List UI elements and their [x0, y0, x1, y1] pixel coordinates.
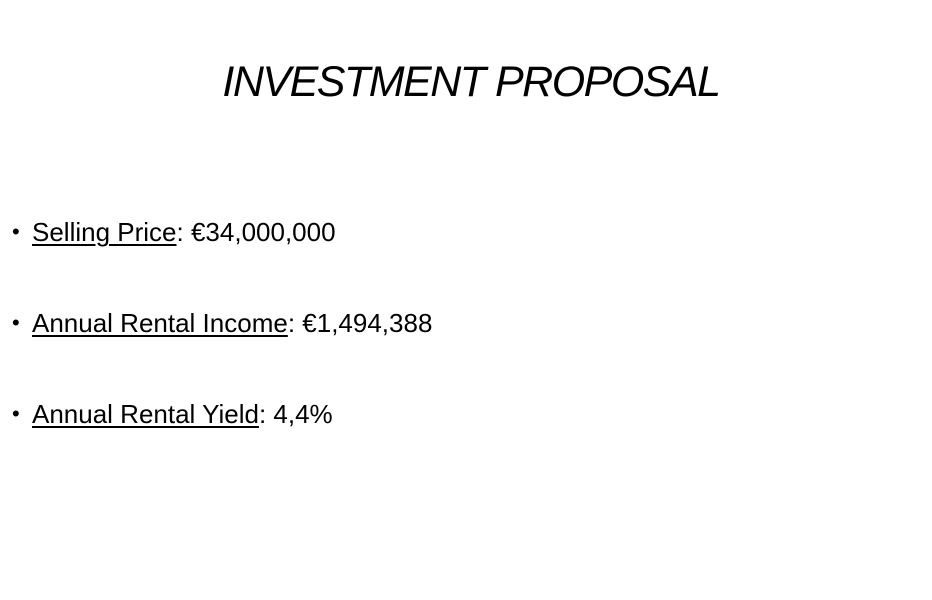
- bullet-value: : €1,494,388: [287, 308, 433, 338]
- bullet-text: [32, 303, 432, 343]
- bullet-text: [32, 212, 336, 252]
- bullet-icon: •: [12, 310, 20, 335]
- bullet-value: : 4,4%: [258, 399, 333, 429]
- bullet-icon: •: [12, 219, 20, 244]
- bullet-label: Annual Rental Income: [32, 308, 288, 338]
- bullet-icon: •: [12, 401, 20, 426]
- bullet-value: : €34,000,000: [176, 217, 336, 247]
- bullet-text: [32, 394, 333, 434]
- slide-title: INVESTMENT PROPOSAL: [222, 58, 720, 106]
- bullet-label: Selling Price: [32, 217, 177, 247]
- bullet-label: Annual Rental Yield: [32, 399, 259, 429]
